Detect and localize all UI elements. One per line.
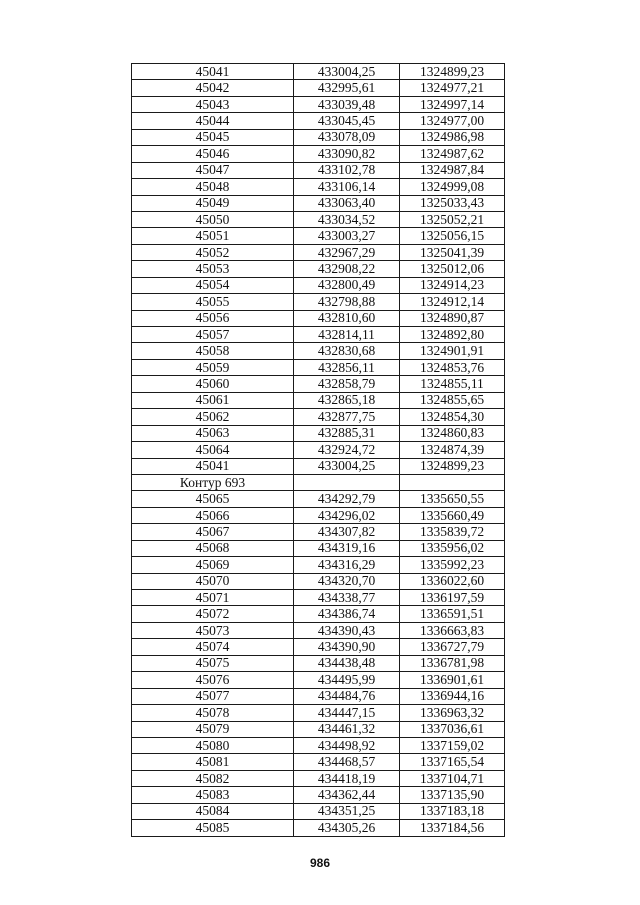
point-number-cell: 45051 — [132, 228, 294, 244]
point-number-cell: 45055 — [132, 294, 294, 310]
table-row — [132, 705, 505, 721]
y-coordinate-cell: 1324853,76 — [400, 359, 505, 375]
point-number-cell: 45063 — [132, 425, 294, 441]
x-coordinate-cell: 434484,76 — [294, 688, 400, 704]
y-coordinate-cell: 1337165,54 — [400, 754, 505, 770]
point-number-cell: 45052 — [132, 244, 294, 260]
table-row — [132, 327, 505, 343]
x-coordinate-cell: 432967,29 — [294, 244, 400, 260]
x-coordinate-cell: 434447,15 — [294, 705, 400, 721]
table-row — [132, 606, 505, 622]
y-coordinate-cell: 1324987,84 — [400, 162, 505, 178]
table-row — [132, 639, 505, 655]
table-row — [132, 294, 505, 310]
x-coordinate-cell: 433063,40 — [294, 195, 400, 211]
point-number-cell: 45072 — [132, 606, 294, 622]
x-coordinate-cell: 433039,48 — [294, 96, 400, 112]
y-coordinate-cell: 1324860,83 — [400, 425, 505, 441]
x-coordinate-cell: 434305,26 — [294, 820, 400, 836]
point-number-cell: 45042 — [132, 80, 294, 96]
x-coordinate-cell: 434390,43 — [294, 622, 400, 638]
point-number-cell: 45073 — [132, 622, 294, 638]
y-coordinate-cell: 1324899,23 — [400, 64, 505, 80]
y-coordinate-cell: 1324855,65 — [400, 392, 505, 408]
point-number-cell: 45076 — [132, 672, 294, 688]
table-row — [132, 310, 505, 326]
point-number-cell: 45041 — [132, 64, 294, 80]
y-coordinate-cell: 1336781,98 — [400, 655, 505, 671]
x-coordinate-cell: 434461,32 — [294, 721, 400, 737]
point-number-cell: 45077 — [132, 688, 294, 704]
point-number-cell: 45078 — [132, 705, 294, 721]
x-coordinate-cell: 433003,27 — [294, 228, 400, 244]
point-number-cell: 45062 — [132, 409, 294, 425]
table-row — [132, 721, 505, 737]
table-row — [132, 162, 505, 178]
x-coordinate-cell: 434418,19 — [294, 770, 400, 786]
y-coordinate-cell: 1324854,30 — [400, 409, 505, 425]
y-coordinate-cell: 1324999,08 — [400, 179, 505, 195]
y-coordinate-cell: 1337036,61 — [400, 721, 505, 737]
table-row — [132, 474, 505, 490]
x-coordinate-cell: 432877,75 — [294, 409, 400, 425]
y-coordinate-cell: 1337183,18 — [400, 803, 505, 819]
table-row — [132, 672, 505, 688]
y-coordinate-cell: 1324855,11 — [400, 376, 505, 392]
x-coordinate-cell: 434390,90 — [294, 639, 400, 655]
point-number-cell: 45059 — [132, 359, 294, 375]
point-number-cell: 45082 — [132, 770, 294, 786]
y-coordinate-cell: 1325052,21 — [400, 211, 505, 227]
y-coordinate-cell: 1337135,90 — [400, 787, 505, 803]
table-row — [132, 195, 505, 211]
x-coordinate-cell: 434292,79 — [294, 491, 400, 507]
point-number-cell: 45085 — [132, 820, 294, 836]
y-coordinate-cell: 1324901,91 — [400, 343, 505, 359]
y-coordinate-cell: 1324892,80 — [400, 327, 505, 343]
point-number-cell: 45046 — [132, 146, 294, 162]
table-row — [132, 146, 505, 162]
x-coordinate-cell — [294, 474, 400, 490]
x-coordinate-cell: 434495,99 — [294, 672, 400, 688]
x-coordinate-cell: 434362,44 — [294, 787, 400, 803]
table-row — [132, 179, 505, 195]
point-number-cell: Контур 693 — [132, 474, 294, 490]
point-number-cell: 45084 — [132, 803, 294, 819]
x-coordinate-cell: 433090,82 — [294, 146, 400, 162]
y-coordinate-cell: 1335660,49 — [400, 507, 505, 523]
point-number-cell: 45057 — [132, 327, 294, 343]
table-row — [132, 392, 505, 408]
y-coordinate-cell: 1324977,00 — [400, 113, 505, 129]
point-number-cell: 45074 — [132, 639, 294, 655]
point-number-cell: 45083 — [132, 787, 294, 803]
point-number-cell: 45071 — [132, 590, 294, 606]
y-coordinate-cell: 1337184,56 — [400, 820, 505, 836]
y-coordinate-cell: 1336727,79 — [400, 639, 505, 655]
point-number-cell: 45047 — [132, 162, 294, 178]
coordinates-table — [131, 63, 505, 837]
x-coordinate-cell: 433102,78 — [294, 162, 400, 178]
y-coordinate-cell: 1335956,02 — [400, 540, 505, 556]
table-row — [132, 754, 505, 770]
point-number-cell: 45061 — [132, 392, 294, 408]
x-coordinate-cell: 433045,45 — [294, 113, 400, 129]
x-coordinate-cell: 433106,14 — [294, 179, 400, 195]
table-row — [132, 655, 505, 671]
table-row — [132, 524, 505, 540]
table-row — [132, 737, 505, 753]
point-number-cell: 45067 — [132, 524, 294, 540]
table-row — [132, 770, 505, 786]
x-coordinate-cell: 432924,72 — [294, 442, 400, 458]
y-coordinate-cell: 1336591,51 — [400, 606, 505, 622]
x-coordinate-cell: 432865,18 — [294, 392, 400, 408]
table-row — [132, 96, 505, 112]
x-coordinate-cell: 434307,82 — [294, 524, 400, 540]
x-coordinate-cell: 433004,25 — [294, 64, 400, 80]
x-coordinate-cell: 432856,11 — [294, 359, 400, 375]
x-coordinate-cell: 432800,49 — [294, 277, 400, 293]
y-coordinate-cell: 1324890,87 — [400, 310, 505, 326]
table-row — [132, 540, 505, 556]
y-coordinate-cell: 1324986,98 — [400, 129, 505, 145]
table-row — [132, 458, 505, 474]
x-coordinate-cell: 434438,48 — [294, 655, 400, 671]
x-coordinate-cell: 434338,77 — [294, 590, 400, 606]
point-number-cell: 45045 — [132, 129, 294, 145]
table-row — [132, 376, 505, 392]
y-coordinate-cell: 1336963,32 — [400, 705, 505, 721]
table-row — [132, 557, 505, 573]
point-number-cell: 45065 — [132, 491, 294, 507]
point-number-cell: 45066 — [132, 507, 294, 523]
point-number-cell: 45054 — [132, 277, 294, 293]
table-row — [132, 688, 505, 704]
x-coordinate-cell: 433004,25 — [294, 458, 400, 474]
x-coordinate-cell: 432830,68 — [294, 343, 400, 359]
table-row — [132, 803, 505, 819]
y-coordinate-cell: 1336022,60 — [400, 573, 505, 589]
y-coordinate-cell: 1324977,21 — [400, 80, 505, 96]
y-coordinate-cell: 1336663,83 — [400, 622, 505, 638]
point-number-cell: 45068 — [132, 540, 294, 556]
table-row — [132, 425, 505, 441]
x-coordinate-cell: 432810,60 — [294, 310, 400, 326]
table-row — [132, 244, 505, 260]
y-coordinate-cell: 1337159,02 — [400, 737, 505, 753]
x-coordinate-cell: 434316,29 — [294, 557, 400, 573]
table-row — [132, 442, 505, 458]
table-row — [132, 491, 505, 507]
x-coordinate-cell: 434498,92 — [294, 737, 400, 753]
y-coordinate-cell: 1336901,61 — [400, 672, 505, 688]
table-row — [132, 261, 505, 277]
point-number-cell: 45041 — [132, 458, 294, 474]
x-coordinate-cell: 434319,16 — [294, 540, 400, 556]
point-number-cell: 45058 — [132, 343, 294, 359]
point-number-cell: 45064 — [132, 442, 294, 458]
x-coordinate-cell: 433034,52 — [294, 211, 400, 227]
point-number-cell: 45075 — [132, 655, 294, 671]
x-coordinate-cell: 433078,09 — [294, 129, 400, 145]
y-coordinate-cell: 1324874,39 — [400, 442, 505, 458]
point-number-cell: 45053 — [132, 261, 294, 277]
x-coordinate-cell: 434386,74 — [294, 606, 400, 622]
x-coordinate-cell: 432908,22 — [294, 261, 400, 277]
point-number-cell: 45060 — [132, 376, 294, 392]
y-coordinate-cell: 1324912,14 — [400, 294, 505, 310]
y-coordinate-cell: 1325056,15 — [400, 228, 505, 244]
y-coordinate-cell: 1335992,23 — [400, 557, 505, 573]
table-row — [132, 64, 505, 80]
point-number-cell: 45056 — [132, 310, 294, 326]
y-coordinate-cell: 1335839,72 — [400, 524, 505, 540]
table-row — [132, 80, 505, 96]
y-coordinate-cell: 1324987,62 — [400, 146, 505, 162]
y-coordinate-cell: 1336197,59 — [400, 590, 505, 606]
x-coordinate-cell: 432814,11 — [294, 327, 400, 343]
x-coordinate-cell: 434351,25 — [294, 803, 400, 819]
x-coordinate-cell: 434296,02 — [294, 507, 400, 523]
point-number-cell: 45049 — [132, 195, 294, 211]
point-number-cell: 45079 — [132, 721, 294, 737]
table-row — [132, 113, 505, 129]
table-row — [132, 129, 505, 145]
table-row — [132, 343, 505, 359]
point-number-cell: 45050 — [132, 211, 294, 227]
table-row — [132, 211, 505, 227]
table-row — [132, 590, 505, 606]
point-number-cell: 45044 — [132, 113, 294, 129]
table-row — [132, 359, 505, 375]
table-row — [132, 573, 505, 589]
point-number-cell: 45080 — [132, 737, 294, 753]
table-row — [132, 622, 505, 638]
y-coordinate-cell: 1337104,71 — [400, 770, 505, 786]
point-number-cell: 45070 — [132, 573, 294, 589]
y-coordinate-cell: 1336944,16 — [400, 688, 505, 704]
table-row — [132, 507, 505, 523]
y-coordinate-cell: 1324997,14 — [400, 96, 505, 112]
point-number-cell: 45043 — [132, 96, 294, 112]
x-coordinate-cell: 432995,61 — [294, 80, 400, 96]
table-row — [132, 228, 505, 244]
page-number: 986 — [309, 856, 331, 870]
y-coordinate-cell: 1335650,55 — [400, 491, 505, 507]
y-coordinate-cell: 1324914,23 — [400, 277, 505, 293]
x-coordinate-cell: 432858,79 — [294, 376, 400, 392]
x-coordinate-cell: 432885,31 — [294, 425, 400, 441]
table-row — [132, 277, 505, 293]
y-coordinate-cell: 1325041,39 — [400, 244, 505, 260]
x-coordinate-cell: 432798,88 — [294, 294, 400, 310]
point-number-cell: 45081 — [132, 754, 294, 770]
point-number-cell: 45048 — [132, 179, 294, 195]
y-coordinate-cell: 1324899,23 — [400, 458, 505, 474]
y-coordinate-cell: 1325012,06 — [400, 261, 505, 277]
x-coordinate-cell: 434320,70 — [294, 573, 400, 589]
table-row — [132, 787, 505, 803]
table-row — [132, 820, 505, 836]
table-row — [132, 409, 505, 425]
coordinates-table-body — [132, 64, 505, 837]
point-number-cell: 45069 — [132, 557, 294, 573]
x-coordinate-cell: 434468,57 — [294, 754, 400, 770]
y-coordinate-cell: 1325033,43 — [400, 195, 505, 211]
y-coordinate-cell — [400, 474, 505, 490]
